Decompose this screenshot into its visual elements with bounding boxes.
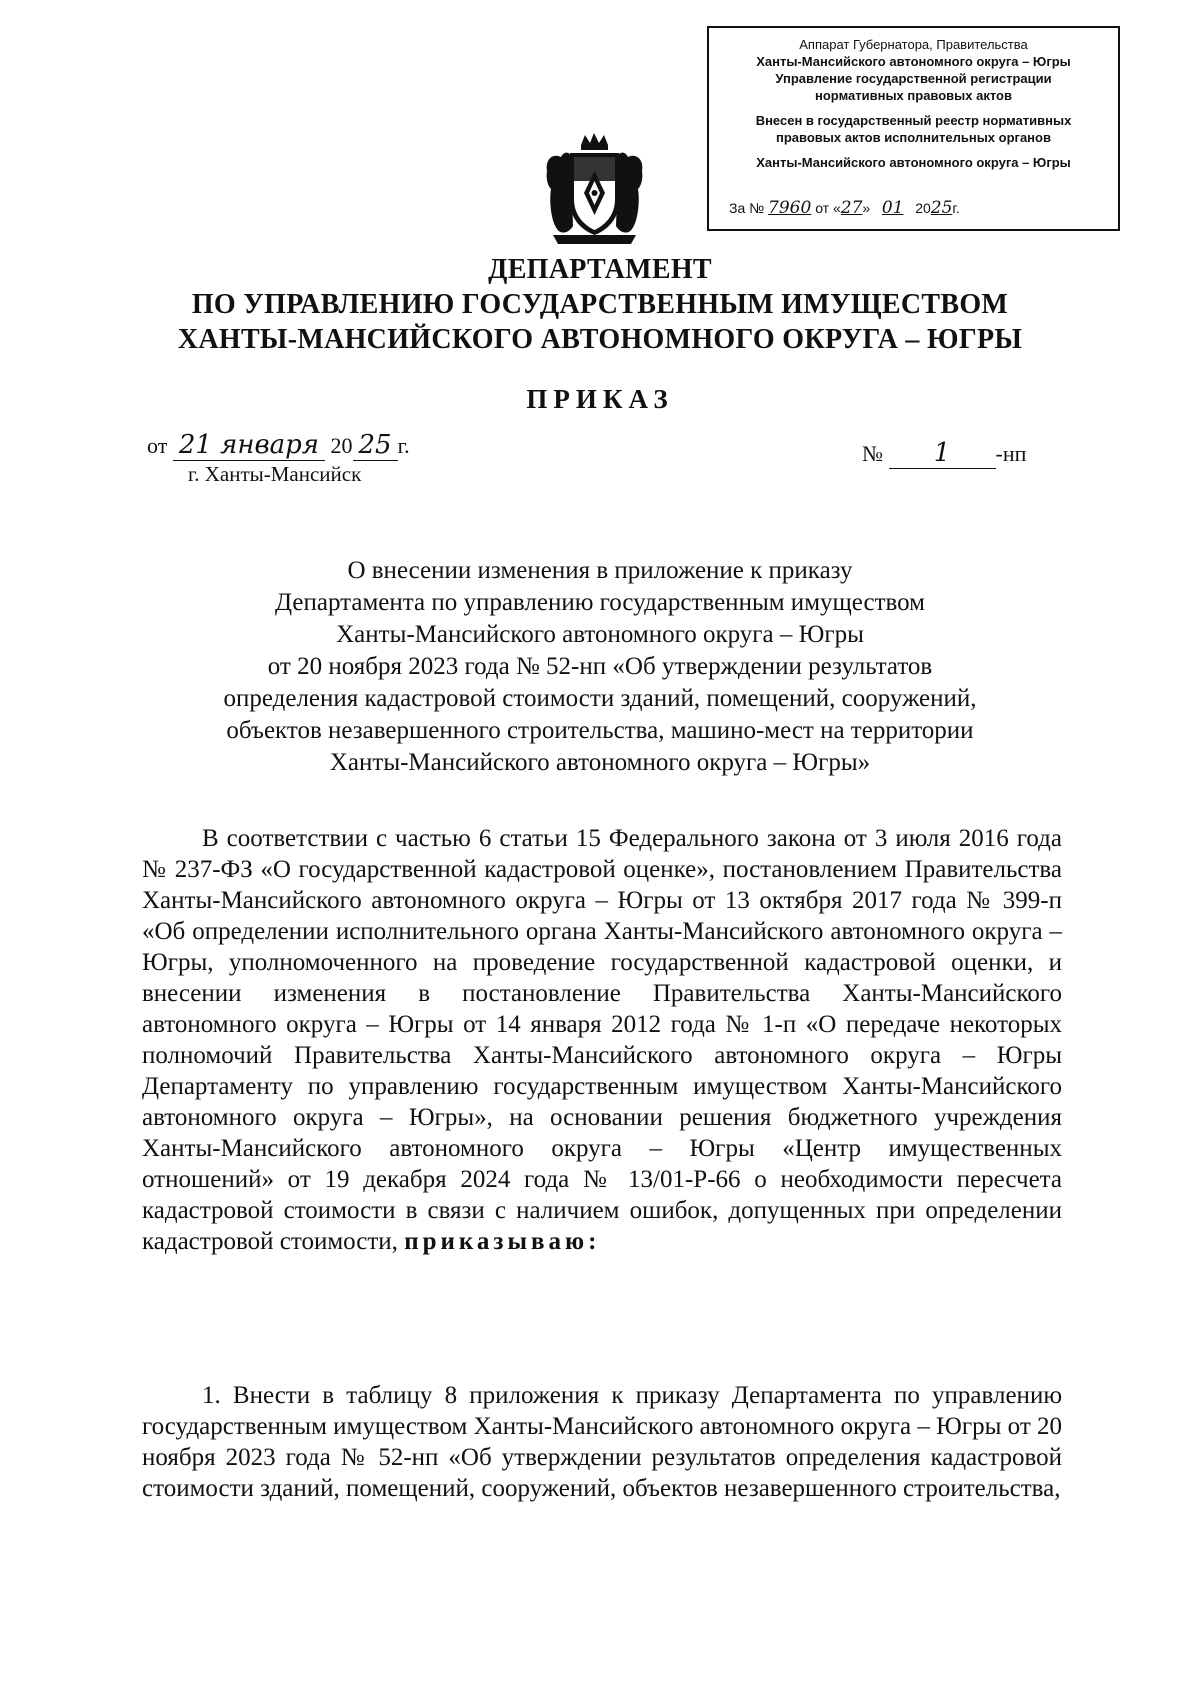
order-number (862, 438, 1026, 469)
year-prefix: 20 (330, 433, 353, 458)
stamp-num-prefix: За № (729, 200, 765, 216)
stamp-line: нормативных правовых актов (815, 88, 1012, 103)
year-handwritten: 25 (353, 430, 398, 461)
city: г. Ханты-Мансийск (188, 462, 362, 486)
document-type: ПРИКАЗ (526, 384, 674, 414)
command-word: приказываю (404, 1228, 589, 1255)
order-date (147, 430, 410, 461)
stamp-line: правовых актов исполнительных органов (776, 130, 1051, 145)
stamp-year-prefix: 20 (915, 200, 931, 216)
paragraph-text: В соответствии с частью 6 статьи 15 Федерального закона от 3 июля 2016 года № 237-ФЗ «О государственной кадастровой оценке», постановлением Правительства Ханты-Мансийского автономного округа – Югры от 13 октября 2017 года № 399-п «Об определении исполнительного органа Ханты-Мансийского автономного округа – Югры, уполномоченного на проведение государственной кадастровой оценки, и внесении изменения в постановление Правительства Ханты-Мансийского автономного округа – Югры от 14 января 2012 года № 1-п «О передаче некоторых полномочий Правительства Ханты-Мансийского автономного округа – Югры Департаменту по управлению государственным имуществом Ханты-Мансийского автономного округа – Югры», на основании решения бюджетного учреждения Ханты-Мансийского автономного округа – Югры «Центр имущественных отношений» от 19 декабря 2024 года № 13/01-Р-66 о необходимости пересчета кадастровой стоимости в связи с наличием ошибок, допущенных при определении кадастровой стоимости, (142, 825, 1062, 1255)
registration-stamp (707, 26, 1120, 231)
year-suffix: г. (397, 433, 410, 458)
stamp-day-close: » (862, 200, 871, 216)
coat-of-arms-icon (543, 131, 646, 248)
stamp-registration-number (729, 200, 1106, 217)
dept-line: ПО УПРАВЛЕНИЮ ГОСУДАРСТВЕННЫМ ИМУЩЕСТВОМ (191, 289, 1009, 320)
subject-line: объектов незавершенного строительства, машино-мест на территории (226, 717, 974, 744)
stamp-line: Ханты-Мансийского автономного округа – Югры (756, 54, 1071, 69)
stamp-reg-number: 7960 (768, 198, 812, 218)
stamp-year-suffix: г. (952, 200, 960, 216)
dept-line: ХАНТЫ-МАНСИЙСКОГО АВТОНОМНОГО ОКРУГА – ЮГРЫ (177, 324, 1023, 355)
subject-line: О внесении изменения в приложение к приказу (347, 557, 853, 584)
body-paragraph (142, 1380, 1062, 1504)
date-from-label: от (147, 433, 168, 458)
number-handwritten: 1 (889, 438, 996, 469)
paragraph-text: 1. Внести в таблицу 8 приложения к приказу Департамента по управлению государственным имуществом Ханты-Мансийского автономного округа – Югры от 20 ноября 2023 года № 52-нп «Об утверждении результатов определения кадастровой стоимости зданий, помещений, сооружений, объектов незавершенного строительства, (142, 1382, 1062, 1502)
number-sign: № (862, 441, 883, 466)
stamp-line: Ханты-Мансийского автономного округа – Югры (756, 155, 1071, 170)
dept-line: ДЕПАРТАМЕНТ (488, 254, 712, 285)
body-paragraph (142, 823, 1062, 1257)
stamp-month: 01 (881, 198, 904, 218)
order-subject (0, 555, 1200, 779)
stamp-day: 27 (840, 198, 863, 218)
stamp-line: Управление государственной регистрации (775, 71, 1052, 86)
department-header (0, 252, 1200, 357)
subject-line: от 20 ноября 2023 года № 52-нп «Об утверждении результатов (267, 653, 933, 680)
stamp-line: Внесен в государственный реестр нормативных (755, 113, 1072, 128)
command-colon: : (588, 1228, 601, 1255)
subject-line: Ханты-Мансийского автономного округа – Югры (336, 621, 864, 648)
date-handwritten: 21 января (173, 430, 325, 461)
stamp-line: Аппарат Губернатора, Правительства (799, 37, 1028, 52)
stamp-date-prefix: от « (815, 200, 841, 216)
subject-line: Ханты-Мансийского автономного округа – Югры» (329, 749, 871, 776)
stamp-year: 25 (930, 198, 953, 218)
subject-line: Департамента по управлению государственным имуществом (275, 589, 925, 616)
subject-line: определения кадастровой стоимости зданий, помещений, сооружений, (223, 685, 977, 712)
number-suffix: -нп (995, 441, 1027, 466)
